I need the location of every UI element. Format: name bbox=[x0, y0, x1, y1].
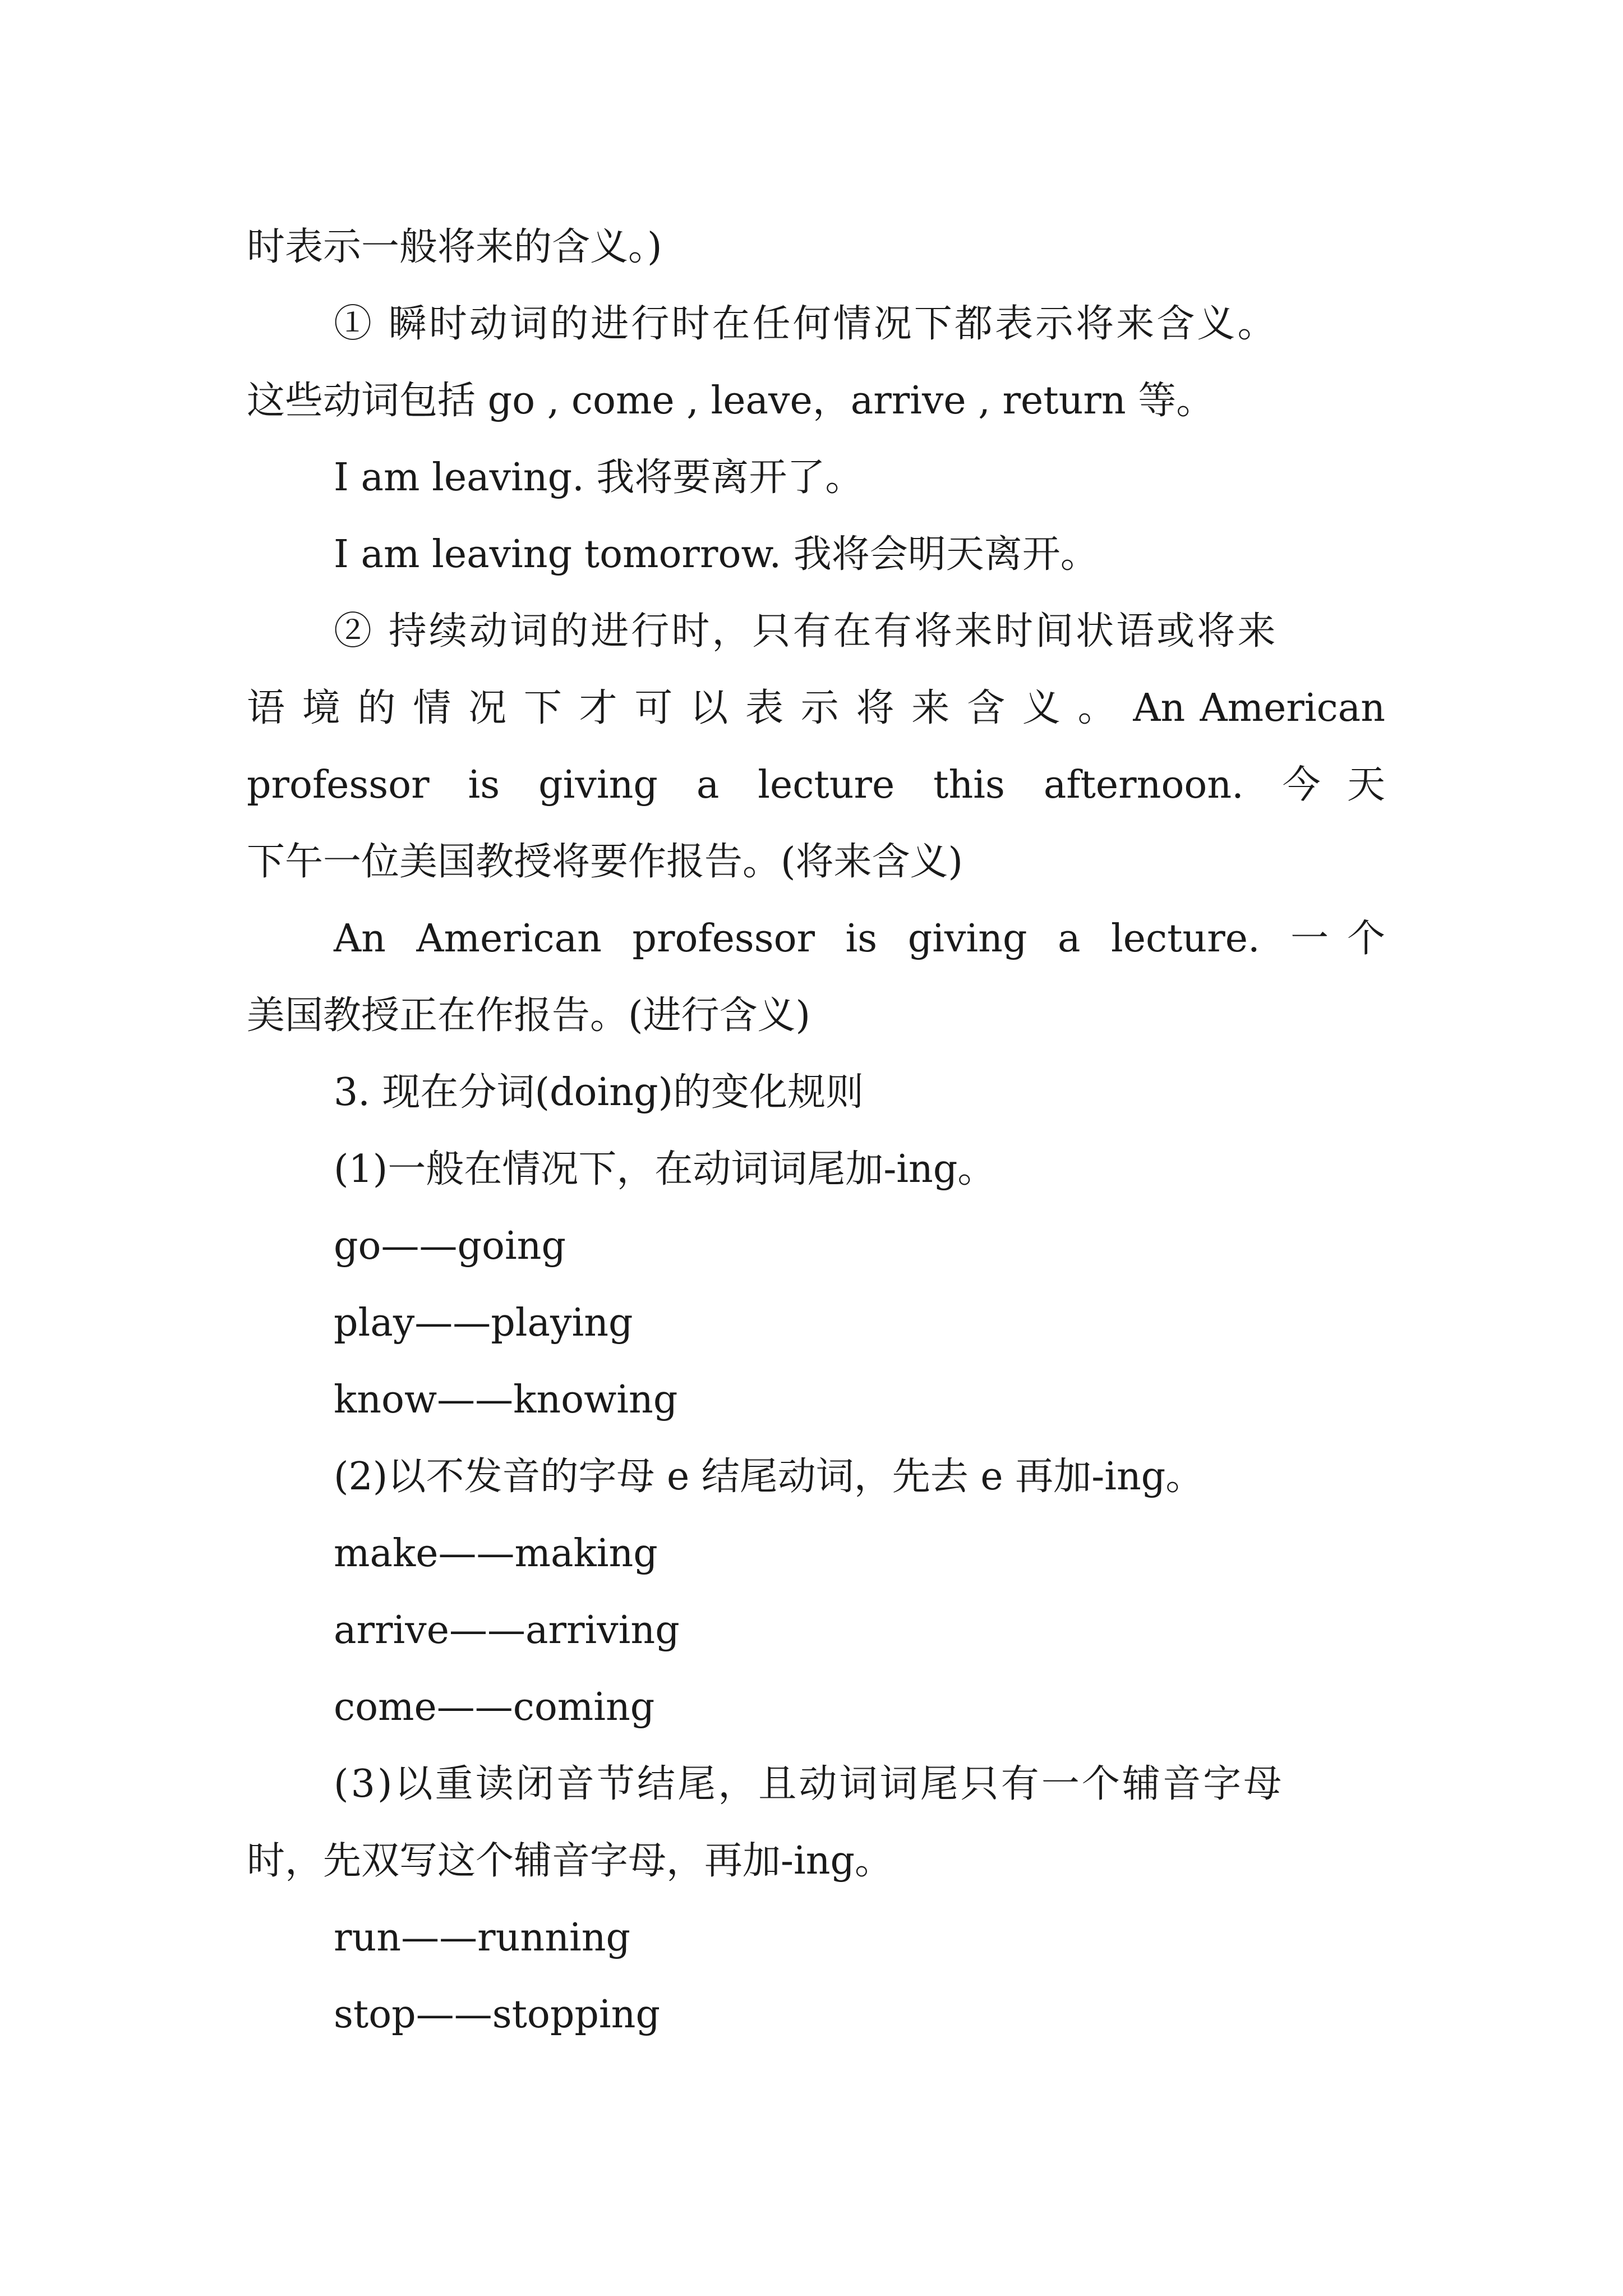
example-line: run——running bbox=[334, 1916, 631, 1960]
section-heading: 3. 现在分词(doing)的变化规则 bbox=[334, 1070, 864, 1115]
text-line: I am leaving tomorrow. 我将会明天离开。 bbox=[334, 532, 1099, 577]
text-line: ① 瞬时动词的进行时在任何情况下都表示将来含义。 bbox=[334, 302, 1278, 346]
text-line: (1)一般在情况下，在动词词尾加-ing。 bbox=[334, 1147, 996, 1191]
text-line: 时表示一般将来的含义。) bbox=[247, 225, 662, 269]
text-line: An American professor is giving a lecture. 一个 bbox=[334, 917, 1385, 961]
example-line: make——making bbox=[334, 1531, 658, 1576]
text-line: (3)以重读闭音节结尾，且动词词尾只有一个辅音字母 bbox=[334, 1762, 1284, 1806]
example-line: go——going bbox=[334, 1224, 566, 1268]
text-line: professor is giving a lecture this afternoon. 今天 bbox=[247, 763, 1385, 807]
example-line: know——knowing bbox=[334, 1378, 678, 1422]
text-line: 时，先双写这个辅音字母，再加-ing。 bbox=[247, 1839, 893, 1883]
text-line: 下午一位美国教授将要作报告。(将来含义) bbox=[247, 840, 963, 884]
example-line: stop——stopping bbox=[334, 1993, 660, 2037]
example-line: arrive——arriving bbox=[334, 1608, 680, 1653]
text-line: I am leaving. 我将要离开了。 bbox=[334, 455, 864, 500]
document-page bbox=[247, 209, 1385, 2053]
text-line: 美国教授正在作报告。(进行含义) bbox=[247, 993, 811, 1038]
text-line: 这些动词包括 go , come , leave，arrive , return 等。 bbox=[247, 379, 1215, 423]
text-line: (2)以不发音的字母 e 结尾动词，先去 e 再加-ing。 bbox=[334, 1455, 1204, 1499]
text-line: ② 持续动词的进行时，只有在有将来时间状语或将来 bbox=[334, 609, 1278, 654]
example-line: come——coming bbox=[334, 1685, 655, 1729]
text-line: 语 境 的 情 况 下 才 可 以 表 示 将 来 含 义 。 An American bbox=[247, 686, 1385, 730]
example-line: play——playing bbox=[334, 1301, 633, 1345]
